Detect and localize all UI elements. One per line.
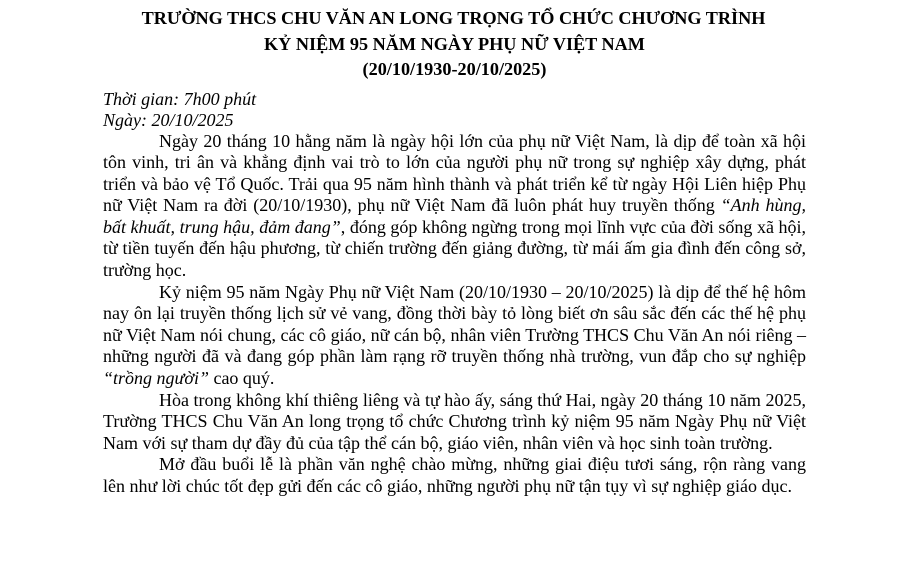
- paragraph-1-text-b: , đóng góp không ngừng trong mọi lĩnh vực của đời sống xã hội, từ tiền tuyến đến hậu phương, từ chiến trường đến giảng đường, từ mái ấm gia đình đến công sở, trường học.: [103, 216, 806, 281]
- article-body: [103, 131, 806, 498]
- event-date: Ngày: 20/10/2025: [103, 109, 234, 130]
- paragraph-1-quote: “Anh hùng, bất khuất, trung hậu, đảm đang”: [103, 195, 806, 237]
- paragraph-4: Mở đầu buổi lễ là phần văn nghệ chào mừng, những giai điệu tươi sáng, rộn ràng vang lên như lời chúc tốt đẹp gửi đến các cô giáo, những người phụ nữ tận tụy vì sự nghiệp giáo dục.: [103, 454, 806, 496]
- paragraph-2-text-b: cao quý.: [208, 368, 275, 389]
- paragraph-2-quote: “trồng người”: [103, 368, 209, 389]
- paragraph-1-text-a: Ngày 20 tháng 10 hằng năm là ngày hội lớn của phụ nữ Việt Nam, là dịp để toàn xã hội tôn vinh, tri ân và khẳng định vai trò to lớn của người phụ nữ trong sự nghiệp xây dựng, phát triển và bảo vệ Tổ Quốc. Trải qua 95 năm hình thành và phát triển kể từ ngày Hội Liên hiệp Phụ nữ Việt Nam ra đời (20/10/1930), phụ nữ Việt Nam đã luôn phát huy truyền thống: [103, 130, 806, 216]
- title-line-3: (20/10/1930-20/10/2025): [362, 59, 547, 79]
- paragraph-3: Hòa trong không khí thiêng liêng và tự hào ấy, sáng thứ Hai, ngày 20 tháng 10 năm 2025, Trường THCS Chu Văn An long trọng tổ chức Chương trình kỷ niệm 95 năm Ngày Phụ nữ Việt Nam với sự tham dự đầy đủ của tập thể cán bộ, giáo viên, nhân viên và học sinh toàn trường.: [103, 389, 806, 453]
- title-line-1: TRƯỜNG THCS CHU VĂN AN LONG TRỌNG TỔ CHỨC CHƯƠNG TRÌNH: [141, 8, 766, 28]
- title-line-2: KỶ NIỆM 95 NĂM NGÀY PHỤ NỮ VIỆT NAM: [264, 33, 645, 54]
- paragraph-2-text-a: Kỷ niệm 95 năm Ngày Phụ nữ Việt Nam (20/10/1930 – 20/10/2025) là dịp để thế hệ hôm nay ôn lại truyền thống lịch sử vẻ vang, đồng thời bày tỏ lòng biết ơn sâu sắc đến các thế hệ phụ nữ Việt Nam nói chung, các cô giáo, nữ cán bộ, nhân viên Trường THCS Chu Văn An nói riêng – những người đã và đang góp phần làm rạng rỡ truyền thống nhà trường, vun đắp cho sự nghiệp: [103, 281, 806, 367]
- event-time: Thời gian: 7h00 phút: [103, 88, 257, 109]
- article-title: [103, 6, 806, 83]
- paragraph-2: [103, 282, 806, 390]
- event-meta: [103, 89, 806, 131]
- paragraph-1: [103, 131, 806, 282]
